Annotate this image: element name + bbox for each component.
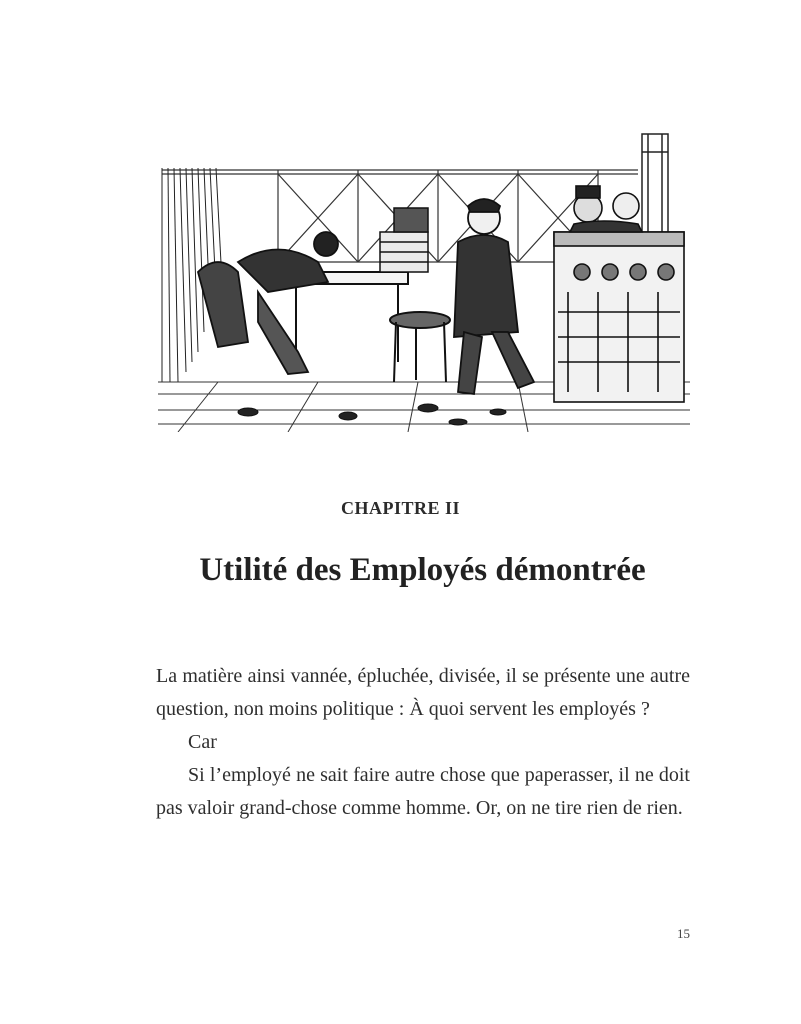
chapter-label: CHAPITRE II: [340, 498, 461, 518]
engraving-illustration: [158, 132, 690, 432]
chapter-title: Utilité des Employés démontrée: [199, 552, 646, 588]
body-text: [156, 660, 690, 825]
page-number: 15: [677, 926, 690, 941]
paragraph: Car: [188, 731, 217, 753]
engraving-office-scene-icon: [158, 132, 690, 432]
paragraph: Si l’employé ne sait faire autre chose que paperasser, il ne doit pas valoir grand-chose comme homme. Or, on ne tire rien de rien.: [156, 764, 690, 819]
paragraph: La matière ainsi vannée, épluchée, divisée, il se présente une autre question, non moins politique : À quoi servent les employés ?: [156, 665, 690, 720]
